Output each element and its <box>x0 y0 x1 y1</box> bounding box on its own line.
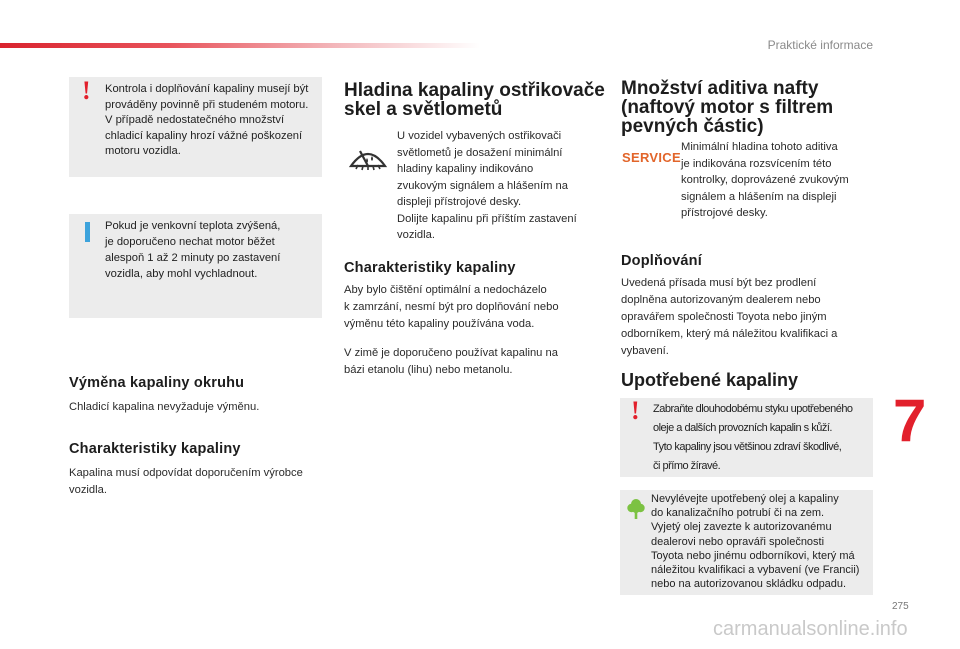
warning-icon: ! <box>82 76 91 105</box>
coolant-warning-box <box>69 77 322 177</box>
coolant-info-box <box>69 214 322 318</box>
washer-characteristics-para1: Aby bylo čištění optimální a nedocházelo k zamrzání, nesmí být pro doplňování nebo výměnu této kapaliny používána voda. <box>344 284 559 330</box>
washer-characteristics-heading: Charakteristiky kapaliny <box>344 260 516 276</box>
coolant-replacement-text: Chladicí kapalina nevyžaduje výměnu. <box>69 401 260 413</box>
used-fluids-heading: Upotřebené kapaliny <box>621 370 799 390</box>
coolant-warning-text: Kontrola i doplňování kapaliny musejí být prováděny povinně při studeném motoru. V případě nedostatečného množství chladicí kapaliny hrozí vážné poškození motoru vozidla. <box>105 83 309 157</box>
watermark: carmanualsonline.info <box>713 618 908 640</box>
coolant-info-text: Pokud je venkovní teplota zvýšená, je doporučeno nechat motor běžet alespoň 1 až 2 minuty po zastavení vozidla, aby mohl vychladnout. <box>105 220 281 280</box>
service-warning-icon: SERVICE <box>622 150 681 165</box>
used-fluids-warning-box <box>620 398 873 477</box>
washer-fluid-icon <box>348 138 388 172</box>
washer-fluid-intro: U vozidel vybavených ostřikovači světlometů je dosažení minimální hladiny kapaliny indikováno zvukovým signálem a hlášením na displeji přístrojové desky. Dolijte kapalinu při příštím zastavení vozidla. <box>397 130 577 241</box>
chapter-number: 7 <box>893 387 927 454</box>
page-number: 275 <box>892 601 909 612</box>
washer-characteristics-para2: V zimě je doporučeno používat kapalinu na bázi etanolu (lihu) nebo metanolu. <box>344 347 558 376</box>
coolant-characteristics-text: Kapalina musí odpovídat doporučením výrobce vozidla. <box>69 467 303 496</box>
warning-icon: ! <box>631 396 640 425</box>
tree-eco-icon <box>627 497 645 519</box>
coolant-characteristics-heading: Charakteristiky kapaliny <box>69 441 241 457</box>
coolant-replacement-heading: Výměna kapaliny okruhu <box>69 375 245 391</box>
used-fluids-eco-text: Nevylévejte upotřebený olej a kapaliny do kanalizačního potrubí či na zem. Vyjetý olej zavezte k autorizovanému dealerovi nebo opraváři společnosti Toyota nebo jinému odborníkovi, který má náležitou kvalifikaci a vybavení (ve Francii) nebo na autorizovanou skládku odpadu. <box>651 493 860 591</box>
used-fluids-warning-text: Zabraňte dlouhodobému styku upotřebeného oleje a dalších provozních kapalin s kůží. Tyto kapaliny jsou většinou zdraví škodlivé, či přímo žíravé. <box>653 403 853 472</box>
section-title: Praktické informace <box>767 38 873 52</box>
refill-text: Uvedená přísada musí být bez prodlení doplněna autorizovaným dealerem nebo opravářem společnosti Toyota nebo jiným odborníkem, který má náležitou kvalifikaci a vybavení. <box>621 277 838 357</box>
diesel-additive-intro: Minimální hladina tohoto aditiva je indikována rozsvícením této kontrolky, doprovázené zvukovým signálem a hlášením na displeji přístrojové desky. <box>681 141 849 219</box>
refill-heading: Doplňování <box>621 253 702 269</box>
washer-fluid-heading: Hladina kapaliny ostřikovače skel a světlometů <box>344 80 605 120</box>
used-fluids-eco-box <box>620 490 873 595</box>
info-icon <box>85 222 90 242</box>
header-accent-bar <box>0 43 480 48</box>
diesel-additive-heading: Množství aditiva nafty (naftový motor s filtrem pevných částic) <box>621 78 834 137</box>
